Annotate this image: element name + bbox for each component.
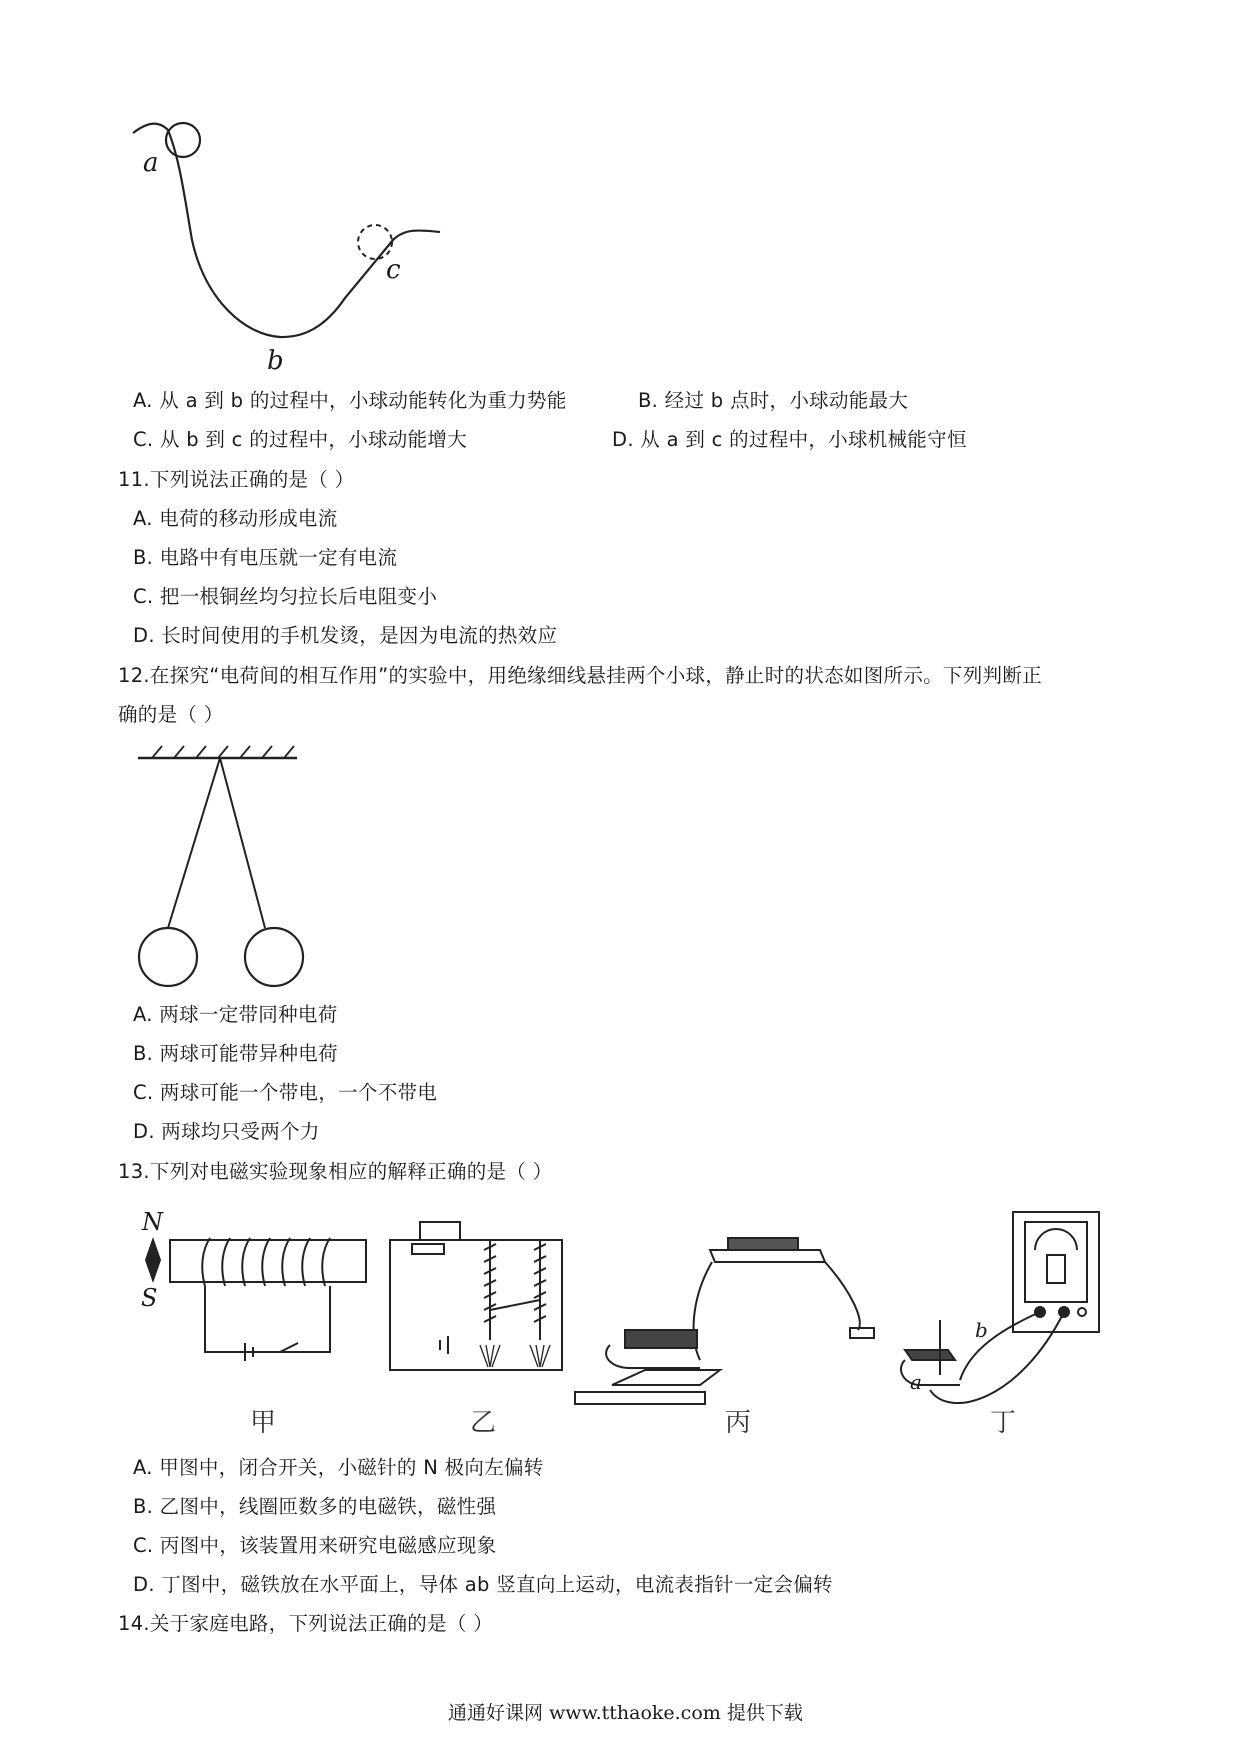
q11-option-b: B. 电路中有电压就一定有电流 bbox=[133, 546, 398, 569]
q13-label-a: a bbox=[910, 1370, 922, 1394]
q13-label-n: N bbox=[142, 1208, 163, 1236]
q13-option-d: D. 丁图中，磁铁放在水平面上，导体 ab 竖直向上运动，电流表指针一定会偏转 bbox=[133, 1573, 833, 1596]
q11-option-c: C. 把一根铜丝均匀拉长后电阻变小 bbox=[133, 585, 438, 608]
track-curve bbox=[133, 124, 440, 337]
q13-caption-bing: 丙 bbox=[725, 1408, 752, 1438]
q10-option-b: B. 经过 b 点时，小球动能最大 bbox=[638, 389, 909, 412]
q14-stem: 14.关于家庭电路，下列说法正确的是（ ） bbox=[118, 1612, 494, 1635]
ball-a bbox=[166, 123, 200, 157]
q13-option-b: B. 乙图中，线圈匝数多的电磁铁，磁性强 bbox=[133, 1495, 497, 1518]
q10-option-d: D. 从 a 到 c 的过程中，小球机械能守恒 bbox=[612, 428, 967, 451]
q13-label-b: b bbox=[975, 1318, 988, 1342]
q11-option-a: A. 电荷的移动形成电流 bbox=[133, 507, 338, 530]
ball-c-dashed bbox=[358, 225, 392, 259]
q13-caption-ding: 丁 bbox=[990, 1408, 1017, 1438]
q12-stem-line2: 确的是（ ） bbox=[118, 703, 224, 726]
page-footer: 通通好课网 www.tthaoke.com 提供下载 bbox=[448, 1702, 803, 1724]
q13-stem: 13.下列对电磁实验现象相应的解释正确的是（ ） bbox=[118, 1160, 553, 1183]
q12-hanging-balls-figure bbox=[138, 746, 303, 986]
q13-yi-electromagnets bbox=[390, 1222, 562, 1370]
q13-option-a: A. 甲图中，闭合开关，小磁针的 N 极向左偏转 bbox=[133, 1456, 544, 1479]
q12-option-a: A. 两球一定带同种电荷 bbox=[133, 1003, 338, 1026]
q11-stem: 11.下列说法正确的是（ ） bbox=[118, 468, 355, 491]
q10-option-a: A. 从 a 到 b 的过程中，小球动能转化为重力势能 bbox=[133, 389, 567, 412]
q13-caption-yi: 乙 bbox=[470, 1408, 497, 1438]
q12-option-c: C. 两球可能一个带电，一个不带电 bbox=[133, 1081, 438, 1104]
q10-label-a: a bbox=[143, 148, 159, 178]
q12-option-b: B. 两球可能带异种电荷 bbox=[133, 1042, 338, 1065]
q10-label-b: b bbox=[267, 346, 284, 376]
q10-label-c: c bbox=[386, 255, 401, 285]
q11-option-d: D. 长时间使用的手机发烫，是因为电流的热效应 bbox=[133, 624, 558, 647]
q13-bing-apparatus bbox=[575, 1238, 874, 1404]
q10-option-c: C. 从 b 到 c 的过程中，小球动能增大 bbox=[133, 428, 468, 451]
q13-label-s: S bbox=[141, 1284, 158, 1312]
q12-option-d: D. 两球均只受两个力 bbox=[133, 1120, 320, 1143]
q13-caption-jia: 甲 bbox=[250, 1408, 277, 1438]
q13-jia-solenoid bbox=[146, 1238, 366, 1361]
q13-ding-galvanometer bbox=[901, 1212, 1099, 1403]
q12-stem-line1: 12.在探究“电荷间的相互作用”的实验中，用绝缘细线悬挂两个小球，静止时的状态如图所示。下列判断正 bbox=[118, 664, 1042, 687]
q13-option-c: C. 丙图中，该装置用来研究电磁感应现象 bbox=[133, 1534, 497, 1557]
